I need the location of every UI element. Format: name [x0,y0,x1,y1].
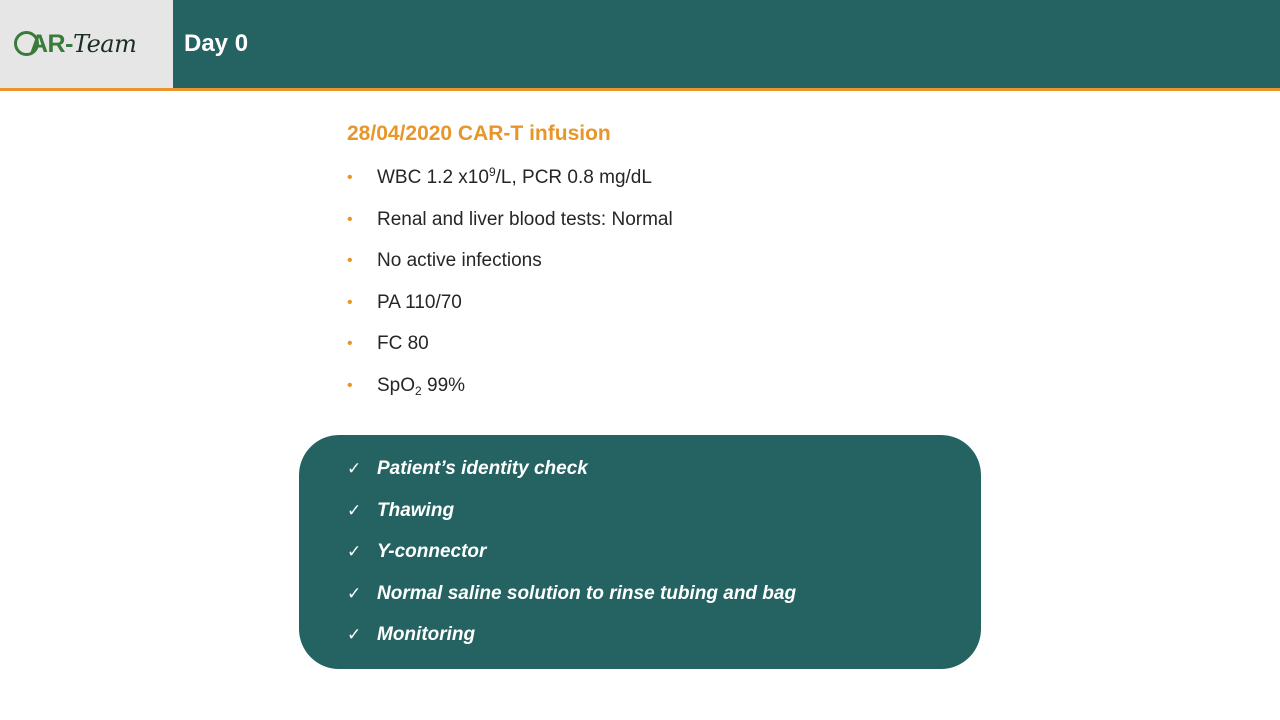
bullet-icon: • [347,293,353,311]
list-item-renal-liver [347,206,673,248]
bullet-icon: • [347,210,353,228]
list-item-text: Renal and liver blood tests: Normal [377,208,673,230]
page-title: Day 0 [184,30,249,57]
wbc-text-post: /L, PCR 0.8 mg/dL [495,167,652,188]
bullet-icon: • [347,376,353,394]
checklist-item-y-connector [347,538,796,580]
car-team-logo [14,24,136,64]
list-item-wbc [347,164,673,206]
list-item-spo2 [347,372,673,414]
header-accent-line [0,88,1280,91]
infusion-checklist-panel [299,435,981,669]
checklist-item-saline [347,580,796,622]
list-item-fc [347,330,673,372]
list-item-text: No active infections [377,250,542,272]
list-item-infections [347,247,673,289]
bullet-icon: • [347,169,353,186]
spo2-subscript: 2 [415,383,422,398]
checklist [347,455,796,663]
checkmark-icon: ✓ [347,625,362,645]
list-item-text: FC 80 [377,333,429,355]
checkmark-icon: ✓ [347,542,362,562]
wbc-text-pre: WBC 1.2 x10 [377,167,489,188]
checklist-item-text: Patient’s identity check [377,458,588,479]
checklist-item-identity [347,455,796,497]
logo-c-ring-icon [14,31,39,56]
spo2-text-post: 99% [421,374,466,396]
checkmark-icon: ✓ [347,459,362,478]
clinical-status-list [347,164,673,414]
bullet-icon: • [347,252,353,270]
checklist-item-text: Normal saline solution to rinse tubing and bag [377,582,797,604]
checklist-item-text: Monitoring [377,624,476,646]
section-subtitle: 28/04/2020 CAR-T infusion [347,122,611,145]
spo2-text-pre: SpO [377,374,416,396]
list-item-text: PA 110/70 [377,291,462,313]
logo-dash-text: - [65,29,73,58]
wbc-exponent: 9 [488,165,496,179]
checklist-item-thawing [347,497,796,539]
logo-ar-text: AR [30,29,66,58]
checkmark-icon: ✓ [347,583,362,603]
checklist-item-text: Thawing [377,499,455,521]
bullet-icon: • [347,335,353,353]
checkmark-icon: ✓ [347,500,362,520]
checklist-item-monitoring [347,621,796,663]
logo-team-text: Team [72,30,137,58]
checklist-item-text: Y-connector [377,541,487,563]
list-item-pa [347,289,673,331]
logo-box [0,0,173,88]
